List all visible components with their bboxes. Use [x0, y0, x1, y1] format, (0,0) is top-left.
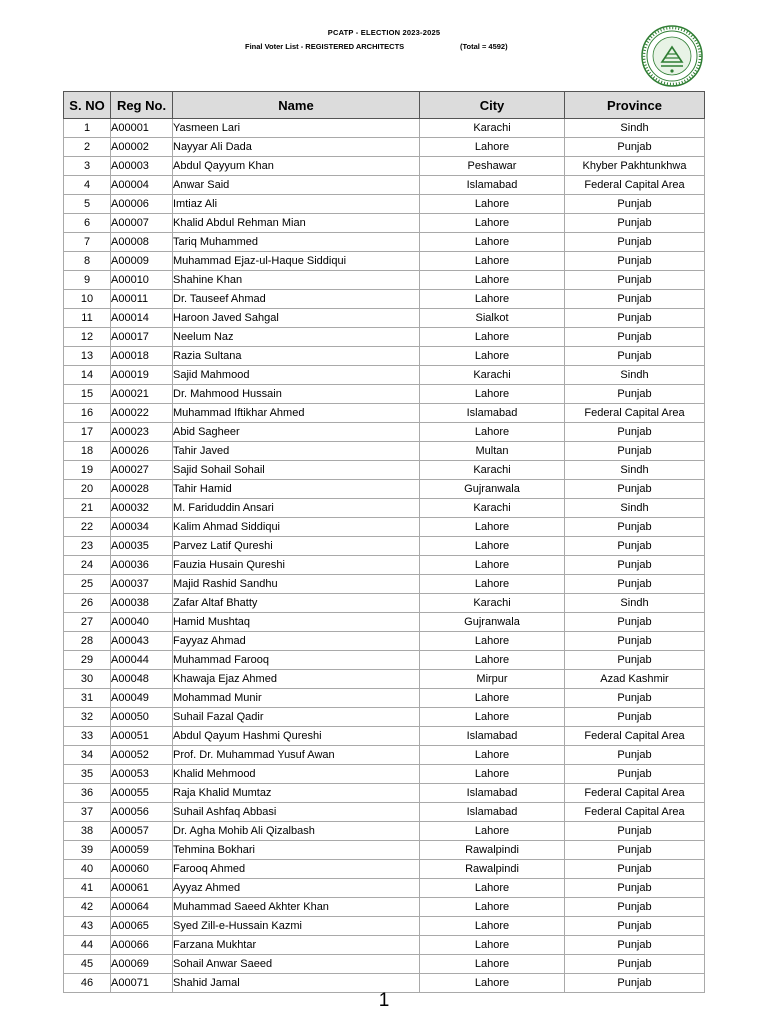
column-header-reg-no: Reg No.: [111, 92, 173, 119]
cell-province: Punjab: [565, 746, 705, 765]
cell-reg-no: A00037: [111, 575, 173, 594]
cell-city: Lahore: [420, 936, 565, 955]
cell-city: Rawalpindi: [420, 841, 565, 860]
table-row: [64, 404, 705, 423]
table-row: [64, 347, 705, 366]
cell-city: Sialkot: [420, 309, 565, 328]
cell-city: Karachi: [420, 594, 565, 613]
cell-name: Tahir Hamid: [173, 480, 420, 499]
cell-reg-no: A00066: [111, 936, 173, 955]
table-row: [64, 423, 705, 442]
cell-name: Shahid Jamal: [173, 974, 420, 993]
cell-reg-no: A00035: [111, 537, 173, 556]
cell-sno: 31: [64, 689, 111, 708]
cell-reg-no: A00071: [111, 974, 173, 993]
cell-city: Lahore: [420, 195, 565, 214]
table-row: [64, 556, 705, 575]
cell-sno: 38: [64, 822, 111, 841]
cell-city: Lahore: [420, 271, 565, 290]
table-row: [64, 594, 705, 613]
cell-sno: 12: [64, 328, 111, 347]
cell-reg-no: A00059: [111, 841, 173, 860]
cell-city: Lahore: [420, 879, 565, 898]
cell-province: Punjab: [565, 138, 705, 157]
table-header-row: [64, 92, 705, 119]
cell-province: Punjab: [565, 822, 705, 841]
cell-name: Kalim Ahmad Siddiqui: [173, 518, 420, 537]
cell-sno: 44: [64, 936, 111, 955]
cell-reg-no: A00064: [111, 898, 173, 917]
cell-sno: 36: [64, 784, 111, 803]
table-row: [64, 860, 705, 879]
cell-city: Rawalpindi: [420, 860, 565, 879]
cell-sno: 1: [64, 119, 111, 138]
table-row: [64, 822, 705, 841]
cell-province: Sindh: [565, 461, 705, 480]
cell-province: Sindh: [565, 499, 705, 518]
cell-name: Suhail Fazal Qadir: [173, 708, 420, 727]
table-row: [64, 290, 705, 309]
cell-city: Lahore: [420, 385, 565, 404]
table-row: [64, 746, 705, 765]
cell-city: Lahore: [420, 974, 565, 993]
cell-name: Muhammad Ejaz-ul-Haque Siddiqui: [173, 252, 420, 271]
table-row: [64, 689, 705, 708]
cell-name: Tariq Muhammed: [173, 233, 420, 252]
cell-reg-no: A00014: [111, 309, 173, 328]
cell-sno: 9: [64, 271, 111, 290]
cell-city: Lahore: [420, 556, 565, 575]
cell-reg-no: A00023: [111, 423, 173, 442]
cell-province: Punjab: [565, 271, 705, 290]
cell-city: Lahore: [420, 214, 565, 233]
table-row: [64, 575, 705, 594]
cell-sno: 16: [64, 404, 111, 423]
table-row: [64, 461, 705, 480]
cell-reg-no: A00011: [111, 290, 173, 309]
cell-city: Gujranwala: [420, 480, 565, 499]
cell-reg-no: A00049: [111, 689, 173, 708]
cell-sno: 25: [64, 575, 111, 594]
cell-province: Punjab: [565, 841, 705, 860]
cell-province: Punjab: [565, 879, 705, 898]
column-header-city: City: [420, 92, 565, 119]
cell-reg-no: A00008: [111, 233, 173, 252]
cell-province: Punjab: [565, 708, 705, 727]
cell-reg-no: A00038: [111, 594, 173, 613]
cell-reg-no: A00010: [111, 271, 173, 290]
cell-city: Lahore: [420, 537, 565, 556]
cell-sno: 30: [64, 670, 111, 689]
cell-city: Lahore: [420, 898, 565, 917]
cell-name: Khalid Abdul Rehman Mian: [173, 214, 420, 233]
cell-city: Lahore: [420, 138, 565, 157]
cell-name: Khawaja Ejaz Ahmed: [173, 670, 420, 689]
table-row: [64, 803, 705, 822]
cell-name: Syed Zill-e-Hussain Kazmi: [173, 917, 420, 936]
cell-reg-no: A00028: [111, 480, 173, 499]
table-row: [64, 651, 705, 670]
table-row: [64, 936, 705, 955]
cell-sno: 42: [64, 898, 111, 917]
cell-reg-no: A00004: [111, 176, 173, 195]
cell-name: Sajid Mahmood: [173, 366, 420, 385]
cell-reg-no: A00018: [111, 347, 173, 366]
cell-sno: 32: [64, 708, 111, 727]
cell-name: Hamid Mushtaq: [173, 613, 420, 632]
cell-city: Gujranwala: [420, 613, 565, 632]
cell-province: Punjab: [565, 233, 705, 252]
cell-sno: 22: [64, 518, 111, 537]
cell-reg-no: A00026: [111, 442, 173, 461]
cell-sno: 15: [64, 385, 111, 404]
cell-sno: 18: [64, 442, 111, 461]
cell-province: Federal Capital Area: [565, 404, 705, 423]
cell-province: Punjab: [565, 442, 705, 461]
cell-sno: 5: [64, 195, 111, 214]
cell-name: Tehmina Bokhari: [173, 841, 420, 860]
cell-city: Lahore: [420, 689, 565, 708]
cell-province: Punjab: [565, 385, 705, 404]
cell-sno: 39: [64, 841, 111, 860]
cell-reg-no: A00057: [111, 822, 173, 841]
table-row: [64, 879, 705, 898]
cell-sno: 4: [64, 176, 111, 195]
table-row: [64, 955, 705, 974]
cell-reg-no: A00034: [111, 518, 173, 537]
cell-name: Anwar Said: [173, 176, 420, 195]
table-row: [64, 385, 705, 404]
cell-reg-no: A00056: [111, 803, 173, 822]
cell-city: Lahore: [420, 328, 565, 347]
table-row: [64, 119, 705, 138]
cell-name: Suhail Ashfaq Abbasi: [173, 803, 420, 822]
cell-province: Federal Capital Area: [565, 727, 705, 746]
cell-name: Abdul Qayyum Khan: [173, 157, 420, 176]
cell-province: Punjab: [565, 651, 705, 670]
cell-name: Abdul Qayum Hashmi Qureshi: [173, 727, 420, 746]
cell-reg-no: A00065: [111, 917, 173, 936]
cell-province: Punjab: [565, 423, 705, 442]
cell-name: Parvez Latif Qureshi: [173, 537, 420, 556]
cell-city: Islamabad: [420, 176, 565, 195]
cell-province: Punjab: [565, 518, 705, 537]
cell-name: Prof. Dr. Muhammad Yusuf Awan: [173, 746, 420, 765]
voter-rows: [64, 119, 705, 993]
cell-reg-no: A00022: [111, 404, 173, 423]
pcatp-seal-icon: [641, 25, 703, 87]
cell-city: Lahore: [420, 746, 565, 765]
table-row: [64, 252, 705, 271]
table-row: [64, 727, 705, 746]
table-row: [64, 233, 705, 252]
table-row: [64, 537, 705, 556]
cell-province: Azad Kashmir: [565, 670, 705, 689]
cell-province: Punjab: [565, 575, 705, 594]
cell-name: Dr. Mahmood Hussain: [173, 385, 420, 404]
cell-reg-no: A00043: [111, 632, 173, 651]
cell-province: Sindh: [565, 119, 705, 138]
cell-reg-no: A00027: [111, 461, 173, 480]
cell-name: Farooq Ahmed: [173, 860, 420, 879]
table-row: [64, 613, 705, 632]
cell-sno: 10: [64, 290, 111, 309]
cell-province: Punjab: [565, 309, 705, 328]
cell-name: Razia Sultana: [173, 347, 420, 366]
table-row: [64, 898, 705, 917]
cell-province: Punjab: [565, 328, 705, 347]
table-row: [64, 708, 705, 727]
cell-name: Raja Khalid Mumtaz: [173, 784, 420, 803]
cell-name: Nayyar Ali Dada: [173, 138, 420, 157]
cell-reg-no: A00052: [111, 746, 173, 765]
cell-sno: 41: [64, 879, 111, 898]
cell-reg-no: A00040: [111, 613, 173, 632]
cell-sno: 19: [64, 461, 111, 480]
cell-name: Ayyaz Ahmed: [173, 879, 420, 898]
cell-sno: 14: [64, 366, 111, 385]
cell-name: Sohail Anwar Saeed: [173, 955, 420, 974]
cell-reg-no: A00002: [111, 138, 173, 157]
cell-sno: 13: [64, 347, 111, 366]
cell-province: Sindh: [565, 366, 705, 385]
cell-reg-no: A00017: [111, 328, 173, 347]
cell-sno: 21: [64, 499, 111, 518]
cell-name: Imtiaz Ali: [173, 195, 420, 214]
cell-reg-no: A00044: [111, 651, 173, 670]
cell-sno: 40: [64, 860, 111, 879]
cell-sno: 20: [64, 480, 111, 499]
cell-province: Punjab: [565, 537, 705, 556]
cell-reg-no: A00053: [111, 765, 173, 784]
cell-province: Punjab: [565, 195, 705, 214]
cell-city: Lahore: [420, 347, 565, 366]
cell-province: Punjab: [565, 613, 705, 632]
cell-city: Lahore: [420, 651, 565, 670]
cell-reg-no: A00050: [111, 708, 173, 727]
cell-name: Fauzia Husain Qureshi: [173, 556, 420, 575]
cell-city: Lahore: [420, 290, 565, 309]
page-number: 1: [378, 990, 390, 1011]
cell-province: Punjab: [565, 955, 705, 974]
cell-sno: 26: [64, 594, 111, 613]
table-row: [64, 518, 705, 537]
table-row: [64, 670, 705, 689]
cell-city: Lahore: [420, 822, 565, 841]
table-row: [64, 309, 705, 328]
cell-city: Lahore: [420, 917, 565, 936]
cell-sno: 17: [64, 423, 111, 442]
cell-city: Islamabad: [420, 727, 565, 746]
cell-sno: 37: [64, 803, 111, 822]
cell-sno: 27: [64, 613, 111, 632]
column-header-sno: S. NO: [64, 92, 111, 119]
cell-city: Karachi: [420, 119, 565, 138]
cell-province: Punjab: [565, 480, 705, 499]
cell-name: Khalid Mehmood: [173, 765, 420, 784]
cell-city: Islamabad: [420, 784, 565, 803]
cell-city: Mirpur: [420, 670, 565, 689]
cell-reg-no: A00003: [111, 157, 173, 176]
cell-name: Shahine Khan: [173, 271, 420, 290]
voter-total: (Total = 4592): [460, 42, 508, 51]
cell-province: Punjab: [565, 898, 705, 917]
cell-sno: 23: [64, 537, 111, 556]
cell-province: Punjab: [565, 347, 705, 366]
cell-city: Lahore: [420, 575, 565, 594]
cell-reg-no: A00069: [111, 955, 173, 974]
cell-name: M. Fariduddin Ansari: [173, 499, 420, 518]
document-title: PCATP - ELECTION 2023-2025: [327, 28, 441, 37]
cell-sno: 33: [64, 727, 111, 746]
cell-reg-no: A00061: [111, 879, 173, 898]
cell-name: Abid Sagheer: [173, 423, 420, 442]
cell-city: Multan: [420, 442, 565, 461]
cell-city: Lahore: [420, 252, 565, 271]
cell-name: Sajid Sohail Sohail: [173, 461, 420, 480]
cell-province: Punjab: [565, 290, 705, 309]
cell-sno: 6: [64, 214, 111, 233]
cell-city: Lahore: [420, 423, 565, 442]
cell-city: Islamabad: [420, 404, 565, 423]
cell-name: Zafar Altaf Bhatty: [173, 594, 420, 613]
cell-province: Federal Capital Area: [565, 176, 705, 195]
cell-province: Punjab: [565, 860, 705, 879]
table-row: [64, 271, 705, 290]
cell-sno: 7: [64, 233, 111, 252]
cell-reg-no: A00001: [111, 119, 173, 138]
voter-list-table: [63, 91, 705, 993]
cell-name: Haroon Javed Sahgal: [173, 309, 420, 328]
cell-province: Federal Capital Area: [565, 803, 705, 822]
cell-name: Farzana Mukhtar: [173, 936, 420, 955]
cell-province: Punjab: [565, 632, 705, 651]
cell-reg-no: A00007: [111, 214, 173, 233]
cell-sno: 35: [64, 765, 111, 784]
table-row: [64, 138, 705, 157]
cell-sno: 34: [64, 746, 111, 765]
table-row: [64, 214, 705, 233]
cell-reg-no: A00021: [111, 385, 173, 404]
cell-name: Yasmeen Lari: [173, 119, 420, 138]
cell-name: Muhammad Iftikhar Ahmed: [173, 404, 420, 423]
cell-city: Islamabad: [420, 803, 565, 822]
cell-city: Lahore: [420, 708, 565, 727]
cell-province: Punjab: [565, 252, 705, 271]
cell-reg-no: A00055: [111, 784, 173, 803]
cell-province: Federal Capital Area: [565, 784, 705, 803]
cell-city: Karachi: [420, 499, 565, 518]
cell-name: Dr. Tauseef Ahmad: [173, 290, 420, 309]
table-row: [64, 841, 705, 860]
cell-reg-no: A00036: [111, 556, 173, 575]
cell-province: Punjab: [565, 689, 705, 708]
cell-sno: 45: [64, 955, 111, 974]
cell-name: Majid Rashid Sandhu: [173, 575, 420, 594]
column-header-province: Province: [565, 92, 705, 119]
table-row: [64, 157, 705, 176]
column-header-name: Name: [173, 92, 420, 119]
table-row: [64, 442, 705, 461]
cell-city: Karachi: [420, 461, 565, 480]
cell-province: Punjab: [565, 765, 705, 784]
cell-province: Punjab: [565, 556, 705, 575]
cell-name: Mohammad Munir: [173, 689, 420, 708]
cell-city: Lahore: [420, 765, 565, 784]
table-row: [64, 765, 705, 784]
cell-sno: 43: [64, 917, 111, 936]
cell-sno: 8: [64, 252, 111, 271]
cell-name: Muhammad Saeed Akhter Khan: [173, 898, 420, 917]
cell-sno: 29: [64, 651, 111, 670]
cell-province: Sindh: [565, 594, 705, 613]
cell-name: Fayyaz Ahmad: [173, 632, 420, 651]
table-row: [64, 632, 705, 651]
cell-province: Punjab: [565, 214, 705, 233]
cell-province: Punjab: [565, 974, 705, 993]
table-row: [64, 480, 705, 499]
cell-name: Muhammad Farooq: [173, 651, 420, 670]
table-row: [64, 784, 705, 803]
cell-sno: 46: [64, 974, 111, 993]
table-row: [64, 499, 705, 518]
table-row: [64, 176, 705, 195]
cell-city: Lahore: [420, 632, 565, 651]
cell-city: Peshawar: [420, 157, 565, 176]
cell-sno: 28: [64, 632, 111, 651]
cell-reg-no: A00032: [111, 499, 173, 518]
cell-name: Dr. Agha Mohib Ali Qizalbash: [173, 822, 420, 841]
cell-province: Punjab: [565, 936, 705, 955]
cell-reg-no: A00006: [111, 195, 173, 214]
cell-sno: 24: [64, 556, 111, 575]
cell-city: Karachi: [420, 366, 565, 385]
cell-reg-no: A00051: [111, 727, 173, 746]
cell-reg-no: A00019: [111, 366, 173, 385]
cell-city: Lahore: [420, 518, 565, 537]
cell-city: Lahore: [420, 955, 565, 974]
cell-province: Khyber Pakhtunkhwa: [565, 157, 705, 176]
cell-sno: 11: [64, 309, 111, 328]
document-subtitle: Final Voter List - REGISTERED ARCHITECTS: [245, 42, 405, 51]
cell-name: Tahir Javed: [173, 442, 420, 461]
table-row: [64, 328, 705, 347]
cell-name: Neelum Naz: [173, 328, 420, 347]
cell-reg-no: A00060: [111, 860, 173, 879]
table-row: [64, 917, 705, 936]
cell-province: Punjab: [565, 917, 705, 936]
cell-sno: 3: [64, 157, 111, 176]
cell-city: Lahore: [420, 233, 565, 252]
cell-reg-no: A00009: [111, 252, 173, 271]
table-row: [64, 195, 705, 214]
cell-sno: 2: [64, 138, 111, 157]
table-row: [64, 366, 705, 385]
cell-reg-no: A00048: [111, 670, 173, 689]
